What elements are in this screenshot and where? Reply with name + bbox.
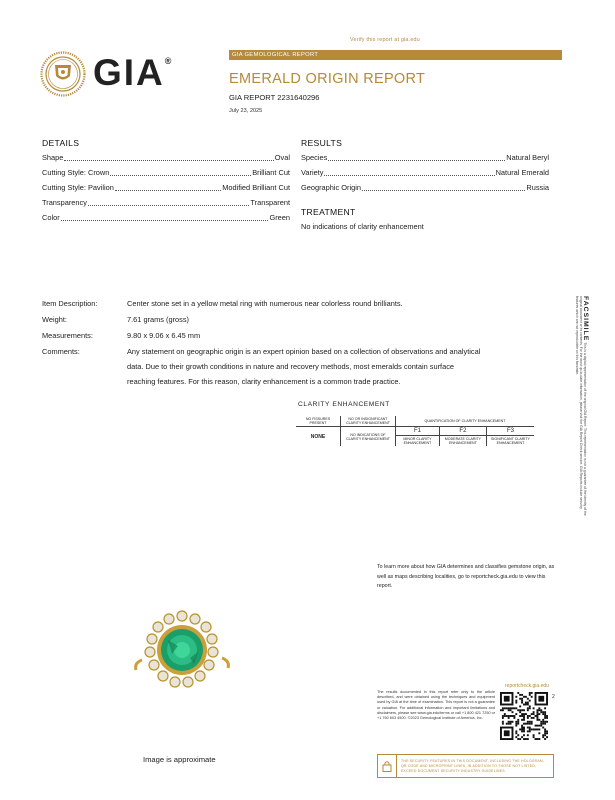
- clarity-f3: F3: [506, 428, 514, 434]
- results-row-species: Species Natural Beryl: [301, 153, 549, 162]
- details-row-transparency: Transparency Transparent: [42, 198, 290, 207]
- weight-label: Weight:: [42, 315, 67, 324]
- clarity-col-no-fissures: NO FISSURES PRESENT: [296, 416, 341, 427]
- measurements-value: 9.80 x 9.06 x 6.45 mm: [127, 331, 201, 340]
- item-description-label: Item Description:: [42, 299, 98, 308]
- comments-line-2: data. Due to their growth conditions in nature and recovery methods, most emeralds contain surface: [127, 362, 455, 371]
- security-text: THE SECURITY FEATURES IN THIS DOCUMENT, INCLUDING THE HOLOGRAM, QR CODE AND MICROPRINT LINES, IN ADDITION TO THOSE NOT LISTED, EXCEED DOCUMENT SECURITY INDUSTRY GUIDELINES.: [401, 758, 545, 773]
- qr-code[interactable]: [500, 692, 548, 740]
- clarity-table: [296, 416, 534, 446]
- details-row-pavilion: Cutting Style: Pavilion Modified Brilliant Cut: [42, 183, 290, 192]
- clarity-f2: F2: [439, 427, 486, 436]
- clarity-f1-desc: MINOR CLARITY ENHANCEMENT: [396, 436, 440, 447]
- comments-line-3: reaching features. For this reason, clarity enhancement is a common trade practice.: [127, 377, 401, 386]
- gia-wordmark: GIA: [93, 52, 165, 93]
- security-strip: [377, 754, 554, 778]
- details-heading: DETAILS: [42, 138, 80, 148]
- report-number: GIA REPORT 2231640296: [229, 93, 320, 102]
- clarity-f1: F1: [396, 427, 440, 436]
- lock-icon: [378, 755, 397, 777]
- comments-line-1: Any statement on geographic origin is an expert opinion based on a collection of observations and analytical: [127, 347, 481, 356]
- gia-logo: GIA®: [40, 51, 190, 95]
- weight-value: 7.61 grams (gross): [127, 315, 190, 324]
- details-row-shape: Shape Oval: [42, 153, 290, 162]
- clarity-none: NONE: [296, 427, 341, 447]
- facsimile-heading: FACSIMILE: [582, 296, 589, 342]
- clarity-title: CLARITY ENHANCEMENT: [298, 401, 390, 408]
- results-heading: RESULTS: [301, 138, 343, 148]
- report-band: GIA GEMOLOGICAL REPORT: [229, 50, 562, 60]
- reportcheck-link[interactable]: reportcheck.gia.edu: [505, 683, 549, 689]
- report-date: July 23, 2025: [229, 108, 263, 114]
- details-list: [42, 150, 290, 225]
- image-caption: Image is approximate: [143, 755, 216, 764]
- results-row-origin: Geographic Origin Russia: [301, 183, 549, 192]
- details-row-color: Color Green: [42, 213, 290, 222]
- facsimile-panel: [573, 296, 587, 518]
- clarity-f3-desc: SIGNIFICANT CLARITY ENHANCEMENT: [491, 437, 530, 445]
- qr-code-icon: [500, 692, 548, 740]
- learn-more-text: To learn more about how GIA determines and classifies gemstone origin, as well as maps describing localities, go to reportcheck.gia.edu to view this report.: [377, 564, 555, 589]
- clarity-no-indications: NO INDICATIONS OF CLARITY ENHANCEMENT: [341, 427, 396, 447]
- treatment-text: No indications of clarity enhancement: [301, 222, 424, 231]
- clarity-col-quantification: QUANTIFICATION OF CLARITY ENHANCEMENT: [424, 419, 506, 423]
- clarity-f2-desc: MODERATE CLARITY ENHANCEMENT: [439, 436, 486, 447]
- measurements-label: Measurements:: [42, 331, 93, 340]
- qr-number: 2: [552, 694, 555, 700]
- facsimile-text: This is a digital representation of the original GIA Report. This representation is not a guarantee of the identity of the original document or its contents. For the most up-to-date information, please visit the GIA Report Check service. GIA Reports include security features which are not reproducible on this facsimile.: [574, 296, 587, 516]
- ring-image: [132, 608, 232, 698]
- verify-link[interactable]: Verify this report at gia.edu: [350, 37, 420, 43]
- treatment-heading: TREATMENT: [301, 207, 356, 217]
- comments-label: Comments:: [42, 347, 80, 356]
- report-title: EMERALD ORIGIN REPORT: [229, 71, 426, 87]
- item-description-value: Center stone set in a yellow metal ring with numerous near colorless round brilliants.: [127, 299, 403, 308]
- gia-seal-icon: [40, 51, 86, 97]
- clarity-col-insignificant: NO OR INSIGNIFICANT CLARITY ENHANCEMENT: [341, 416, 396, 427]
- details-row-crown: Cutting Style: Crown Brilliant Cut: [42, 168, 290, 177]
- results-row-variety: Variety Natural Emerald: [301, 168, 549, 177]
- results-list: [301, 150, 549, 195]
- legal-text: The results documented in this report refer only to the article described, and were obtained using the techniques and equipment used by GIA at the time of examination. This report is not a guarantee or valuation. For additional information and important limitations and disclaimers, please see www.gia.edu/terms or call +1 800 421 7250 or +1 760 603 4500. ©2023 Gemological Institute of America, Inc.: [377, 690, 495, 721]
